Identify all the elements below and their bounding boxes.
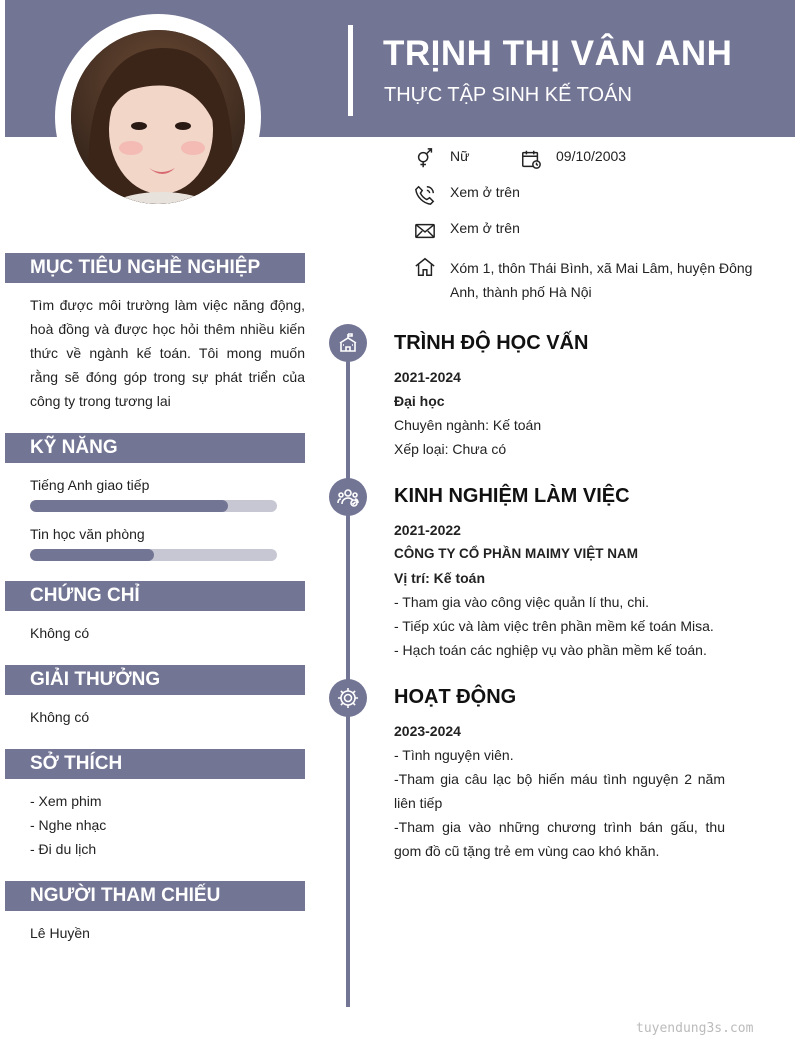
address-row (414, 256, 760, 304)
activity-item: -Tham gia câu lạc bộ hiến máu tình nguyện 2 năm liên tiếp (394, 771, 725, 811)
education-period: 2021-2024 (394, 369, 461, 385)
avatar (71, 30, 245, 204)
skill-label-office: Tin học văn phòng (30, 526, 145, 542)
timeline-line (346, 340, 350, 1007)
hobbies-heading: SỞ THÍCH (5, 749, 305, 779)
hobby-item: - Nghe nhạc (30, 817, 107, 833)
activities-period: 2023-2024 (394, 723, 461, 739)
education-heading: TRÌNH ĐỘ HỌC VẤN (394, 332, 589, 354)
gender-icon (414, 148, 436, 170)
objective-text: Tìm được môi trường làm việc năng động, hoà đồng và được học hỏi thêm nhiều kiến thức về ngành kế toán. Tôi mong muốn rằng sẽ đóng góp trong sự phát triển của công ty trong tương lai (30, 297, 305, 409)
school-icon (329, 324, 367, 362)
certificates-heading: CHỨNG CHỈ (5, 581, 305, 611)
references-text: Lê Huyền (30, 925, 90, 941)
skill-label-english: Tiếng Anh giao tiếp (30, 477, 150, 493)
skills-heading: KỸ NĂNG (5, 433, 305, 463)
experience-bullet: - Tiếp xúc và làm việc trên phần mềm kế toán Misa. (394, 618, 714, 634)
phone-row (414, 184, 520, 206)
email-value: Xem ở trên (450, 220, 520, 236)
experience-heading: KINH NGHIỆM LÀM VIỆC (394, 485, 630, 507)
experience-bullet: - Hạch toán các nghiệp vụ vào phần mềm kế toán. (394, 642, 707, 658)
envelope-icon (414, 220, 436, 242)
address-line-1: Xóm 1, thôn Thái Bình, xã Mai Lâm, huyện Đông (450, 260, 753, 276)
team-icon (329, 478, 367, 516)
experience-bullet: - Tham gia vào công việc quản lí thu, chi. (394, 594, 649, 610)
experience-period: 2021-2022 (394, 522, 461, 538)
activity-item: - Tình nguyện viên. (394, 747, 514, 763)
activity-item: -Tham gia vào những chương trình bán gấu, thu gom đồ cũ tặng trẻ em vùng cao khó khăn. (394, 819, 725, 859)
education-grade: Xếp loại: Chưa có (394, 441, 507, 457)
skill-bar-fill (30, 549, 154, 561)
education-level: Đại học (394, 393, 445, 409)
certificates-text: Không có (30, 625, 90, 641)
header-divider (348, 25, 353, 116)
references-heading: NGƯỜI THAM CHIẾU (5, 881, 305, 911)
birthday-row (520, 148, 626, 170)
candidate-name: TRỊNH THỊ VÂN ANH (383, 34, 733, 73)
hobby-item: - Đi du lịch (30, 841, 97, 857)
watermark: tuyendung3s.com (636, 1021, 754, 1036)
skill-bar-office (30, 549, 277, 561)
gender-value: Nữ (450, 148, 470, 164)
experience-position: Vị trí: Kế toán (394, 570, 486, 586)
awards-text: Không có (30, 709, 90, 725)
address-value (450, 256, 760, 304)
candidate-title: THỰC TẬP SINH KẾ TOÁN (384, 84, 632, 106)
education-major: Chuyên ngành: Kế toán (394, 417, 542, 433)
home-icon (414, 256, 436, 278)
hobby-item: - Xem phim (30, 793, 102, 809)
birthday-value: 09/10/2003 (556, 148, 627, 164)
calendar-icon (520, 148, 542, 170)
gear-icon (329, 679, 367, 717)
address-line-2: Anh, thành phố Hà Nội (450, 284, 592, 300)
phone-value: Xem ở trên (450, 184, 520, 200)
skill-bar-english (30, 500, 277, 512)
gender-row (414, 148, 469, 170)
phone-icon (414, 184, 436, 206)
email-row (414, 220, 520, 242)
skill-bar-fill (30, 500, 228, 512)
objective-heading: MỤC TIÊU NGHỀ NGHIỆP (5, 253, 305, 283)
experience-company: CÔNG TY CỔ PHẦN MAIMY VIỆT NAM (394, 546, 639, 561)
activities-heading: HOẠT ĐỘNG (394, 686, 517, 708)
awards-heading: GIẢI THƯỞNG (5, 665, 305, 695)
